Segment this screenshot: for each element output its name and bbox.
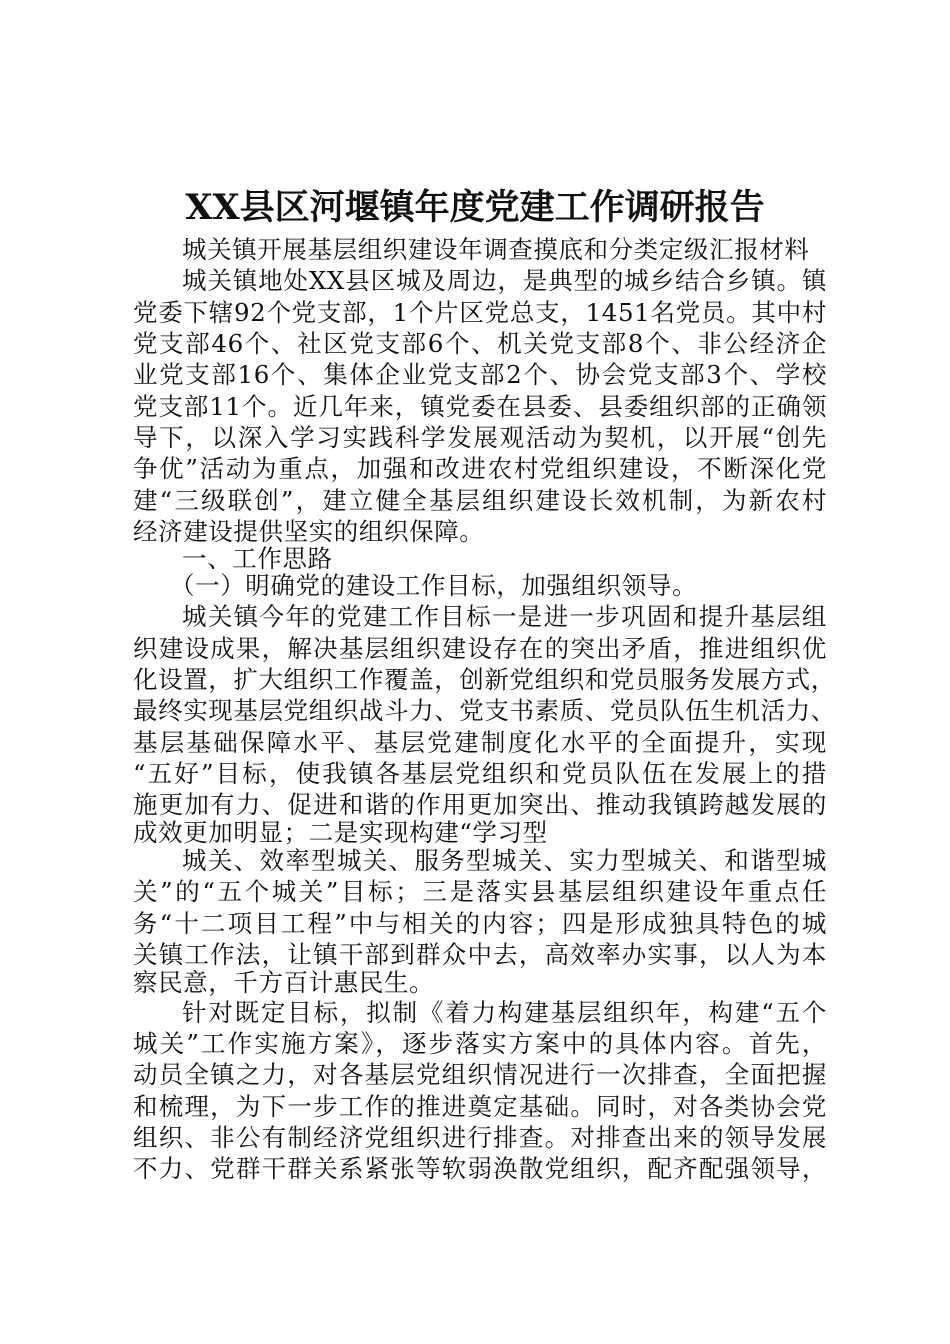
paragraph-line: 织建设成果，解决基层组织建设存在的突出矛盾，推进组织优 <box>133 634 827 663</box>
paragraph-line: 基层基础保障水平、基层党建制度化水平的全面提升，实现 <box>133 728 827 757</box>
section-heading: 一、工作思路 <box>182 544 333 573</box>
paragraph-line: 最终实现基层党组织战斗力、党支书素质、党员队伍生机活力、 <box>133 696 836 725</box>
paragraph-line: 察民意，千方百计惠民生。 <box>133 968 435 997</box>
subsection-heading: （一）明确党的建设工作目标，加强组织领导。 <box>170 571 698 600</box>
paragraph-line: 城关镇今年的党建工作目标一是进一步巩固和提升基层组 <box>182 602 827 631</box>
paragraph-line: 成效更加明显；二是实现构建“学习型 <box>133 818 548 847</box>
paragraph-line: 城关镇地处XX县区城及周边，是典型的城乡结合乡镇。镇 <box>182 266 827 295</box>
paragraph-line: 导下，以深入学习实践科学发展观活动为契机，以开展“创先 <box>133 423 827 452</box>
paragraph-line: 党委下辖92个党支部，1个片区党总支，1451名党员。其中村 <box>133 298 827 327</box>
paragraph-line: 组织、非公有制经济党组织进行排查。对排查出来的领导发展 <box>133 1123 827 1152</box>
paragraph-line: 城关”工作实施方案》，逐步落实方案中的具体内容。首先， <box>133 1029 827 1058</box>
document-title: XX县区河堰镇年度党建工作调研报告 <box>185 187 765 228</box>
paragraph-line: 针对既定目标，拟制《着力构建基层组织年，构建“五个 <box>182 998 827 1027</box>
paragraph-line: 经济建设提供坚实的组织保障。 <box>133 517 485 546</box>
paragraph-line: 务“十二项目工程”中与相关的内容；四是形成独具特色的城 <box>133 909 827 938</box>
paragraph-line: 动员全镇之力，对各基层党组织情况进行一次排查，全面把握 <box>133 1060 827 1089</box>
paragraph-line: 不力、党群干群关系紧张等软弱涣散党组织，配齐配强领导， <box>133 1154 827 1183</box>
paragraph-line: 和梳理，为下一步工作的推进奠定基础。同时，对各类协会党 <box>133 1092 827 1121</box>
paragraph-line: 党支部46个、社区党支部6个、机关党支部8个、非公经济企 <box>133 329 827 358</box>
paragraph-line: 业党支部16个、集体企业党支部2个、协会党支部3个、学校 <box>133 360 827 389</box>
paragraph-line: 关”的“五个城关”目标；三是落实县基层组织建设年重点任 <box>133 877 827 906</box>
paragraph-line: 施更加有力、促进和谐的作用更加突出、推动我镇跨越发展的 <box>133 790 827 819</box>
paragraph-line: 化设置，扩大组织工作覆盖，创新党组织和党员服务发展方式， <box>133 665 836 694</box>
paragraph-line: 城关、效率型城关、服务型城关、实力型城关、和谐型城 <box>182 846 827 875</box>
subtitle-line: 城关镇开展基层组织建设年调查摸底和分类定级汇报材料 <box>182 235 810 264</box>
paragraph-line: 建“三级联创”，建立健全基层组织建设长效机制，为新农村 <box>133 486 827 515</box>
paragraph-line: “五好”目标，使我镇各基层党组织和党员队伍在发展上的措 <box>133 759 827 788</box>
paragraph-line: 争优”活动为重点，加强和改进农村党组织建设，不断深化党 <box>133 454 827 483</box>
paragraph-line: 关镇工作法，让镇干部到群众中去，高效率办实事，以人为本 <box>133 940 827 969</box>
paragraph-line: 党支部11个。近几年来，镇党委在县委、县委组织部的正确领 <box>133 392 827 421</box>
